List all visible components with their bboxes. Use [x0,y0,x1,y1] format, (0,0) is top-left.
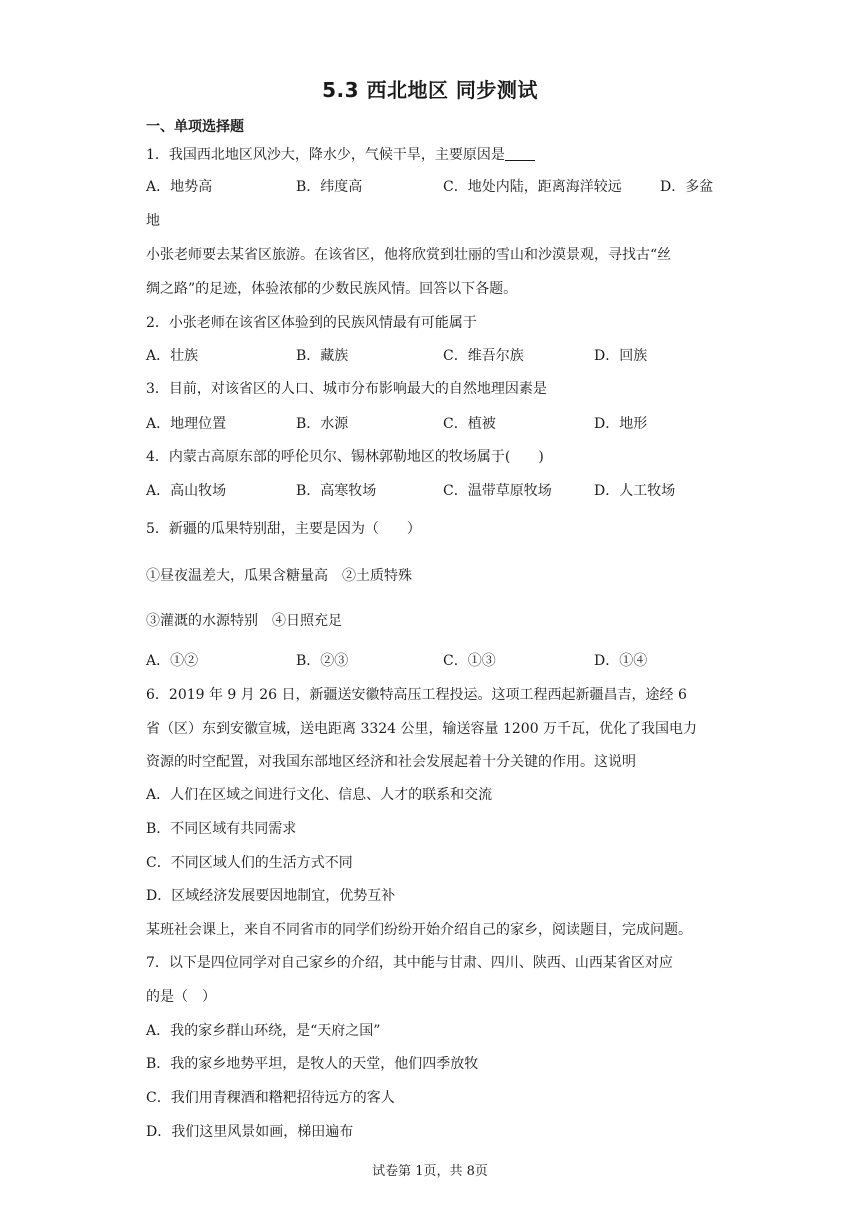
question-5-stem: 5．新疆的瓜果特别甜，主要是因为（ ） [146,521,421,537]
option-b: B．②③ [296,653,349,669]
option-d: D．地形 [594,416,648,432]
answer-blank [505,146,535,161]
option-c: C．地处内陆，距离海洋较远 [443,179,622,195]
option-d: D．区域经济发展要因地制宜，优势互补 [146,888,396,904]
option-c: C．我们用青稞酒和糌粑招待远方的客人 [146,1090,395,1106]
option-c: C．不同区域人们的生活方式不同 [146,855,353,871]
question-3-options [146,413,726,433]
section-heading: 一、单项选择题 [146,119,244,135]
passage-line: 某班社会课上，来自不同省市的同学们纷纷开始介绍自己的家乡，阅读题目，完成问题。 [146,922,692,938]
option-c: C．植被 [443,416,496,432]
question-5-items-1: ①昼夜温差大，瓜果含糖量高 ②土质特殊 [146,568,412,584]
option-a: A．①② [146,653,199,669]
option-b: B．纬度高 [296,179,363,195]
option-b: B．我的家乡地势平坦，是牧人的天堂，他们四季放牧 [146,1056,479,1072]
option-c: C．①③ [443,653,496,669]
option-b: B．不同区域有共同需求 [146,821,297,837]
question-2-options [146,345,726,365]
question-6-stem: 6．2019 年 9 月 26 日，新疆送安徽特高压工程投运。这项工程西起新疆昌吉，途经 6 [146,687,687,703]
option-a: A．地势高 [146,179,213,195]
passage-line: 绸之路”的足迹，体验浓郁的少数民族风情。回答以下各题。 [146,281,518,297]
option-c: C．温带草原牧场 [443,483,552,499]
question-4-options [146,480,726,500]
question-6-stem: 省（区）东到安徽宣城，送电距离 3324 公里，输送容量 1200 万千瓦，优化了我国电力 [146,721,698,737]
option-d: D．我们这里风景如画，梯田遍布 [146,1124,354,1140]
option-b: B．水源 [296,416,349,432]
option-d: D．①④ [594,653,648,669]
question-7-stem: 的是（ ） [146,989,216,1005]
option-c: C．维吾尔族 [443,348,524,364]
question-1-stem: 1．我国西北地区风沙大，降水少，气候干旱，主要原因是 [146,144,535,164]
question-6-stem: 资源的时空配置，对我国东部地区经济和社会发展起着十分关键的作用。这说明 [146,754,636,770]
question-3-stem: 3．目前，对该省区的人口、城市分布影响最大的自然地理因素是 [146,381,547,397]
option-a: A．壮族 [146,348,199,364]
question-7-stem: 7．以下是四位同学对自己家乡的介绍，其中能与甘肃、四川、陕西、山西某省区对应 [146,955,673,971]
option-a: A．人们在区域之间进行文化、信息、人才的联系和交流 [146,787,493,803]
option-d: D．回族 [594,348,648,364]
question-1-option-wrap: 地 [146,213,160,229]
question-5-items-2: ③灌溉的水源特别 ④日照充足 [146,613,342,629]
question-2-stem: 2．小张老师在该省区体验到的民族风情最有可能属于 [146,315,477,331]
question-1-options [146,176,726,196]
page-title: 5.3 西北地区 同步测试 [322,78,538,102]
question-4-stem: 4．内蒙古高原东部的呼伦贝尔、锡林郭勒地区的牧场属于( ) [146,449,544,465]
page-footer: 试卷第 1页，共 8页 [372,1164,488,1179]
option-a: A．我的家乡群山环绕，是“天府之国” [146,1023,381,1039]
option-b: B．藏族 [296,348,349,364]
option-a: A．高山牧场 [146,483,227,499]
question-5-options [146,650,726,670]
option-d: D．多盆 [660,179,714,195]
passage-line: 小张老师要去某省区旅游。在该省区，他将欣赏到壮丽的雪山和沙漠景观，寻找古“丝 [146,247,672,263]
option-b: B．高寒牧场 [296,483,377,499]
option-a: A．地理位置 [146,416,227,432]
option-d: D．人工牧场 [594,483,676,499]
